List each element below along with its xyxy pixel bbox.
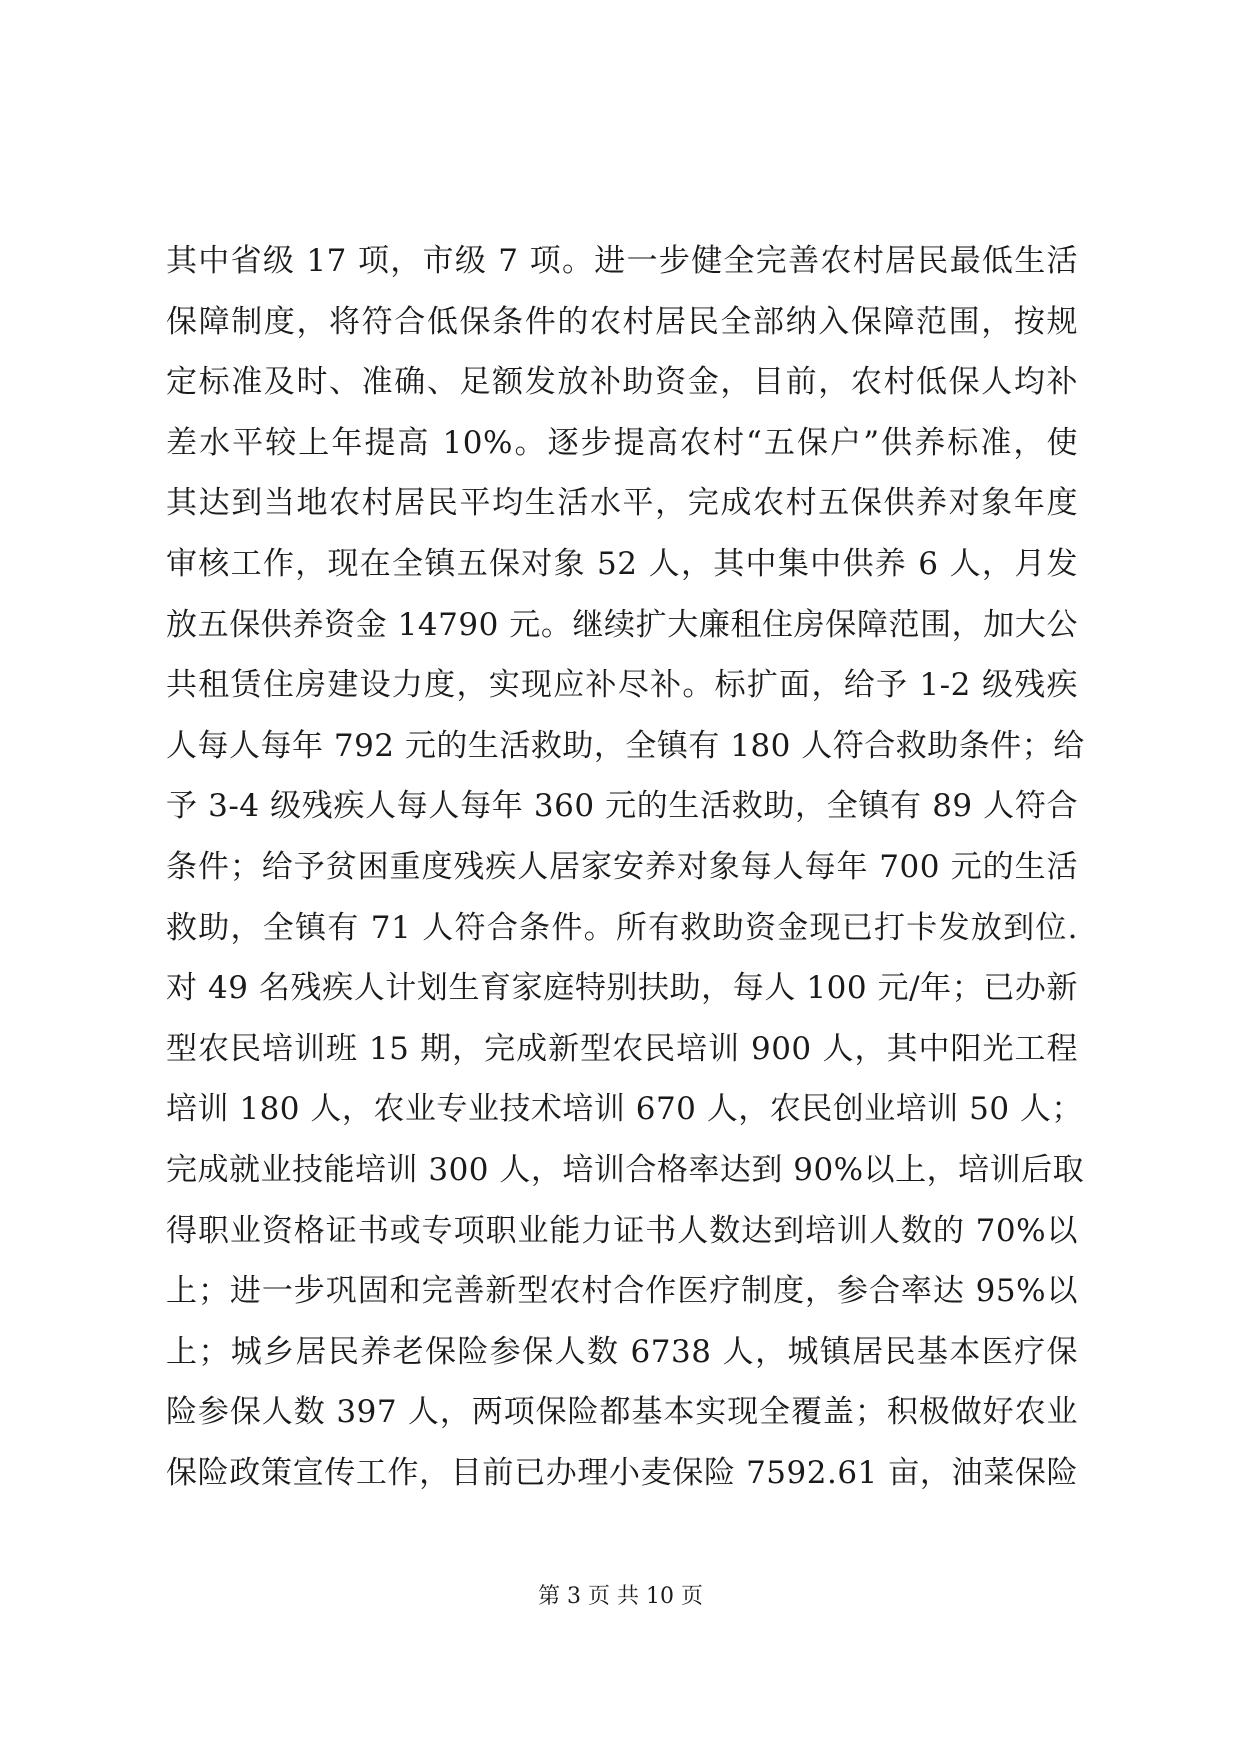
text-line: 上；城乡居民养老保险参保人数 6738 人，城镇居民基本医疗保 bbox=[166, 1333, 1078, 1370]
text-line: 放五保供养资金 14790 元。继续扩大廉租住房保障范围，加大公 bbox=[166, 606, 1078, 643]
text-line: 差水平较上年提高 10%。逐步提高农村“五保户”供养标准，使 bbox=[166, 424, 1078, 461]
text-line: 培训 180 人，农业专业技术培训 670 人，农民创业培训 50 人； bbox=[166, 1091, 1083, 1128]
text-line: 保障制度，将符合低保条件的农村居民全部纳入保障范围，按规 bbox=[166, 303, 1078, 340]
text-line: 险参保人数 397 人，两项保险都基本实现全覆盖；积极做好农业 bbox=[166, 1394, 1078, 1431]
text-line: 完成就业技能培训 300 人，培训合格率达到 90%以上，培训后取 bbox=[166, 1151, 1085, 1188]
text-line: 共租赁住房建设力度，实现应补尽补。标扩面，给予 1-2 级残疾 bbox=[166, 667, 1078, 704]
text-line: 条件；给予贫困重度残疾人居家安养对象每人每年 700 元的生活 bbox=[166, 848, 1078, 885]
text-line: 予 3-4 级残疾人每人每年 360 元的生活救助，全镇有 89 人符合 bbox=[166, 788, 1078, 825]
text-line: 审核工作，现在全镇五保对象 52 人，其中集中供养 6 人，月发 bbox=[166, 545, 1078, 582]
page-number-footer: 第 3 页 共 10 页 bbox=[538, 1584, 703, 1609]
text-line: 得职业资格证书或专项职业能力证书人数达到培训人数的 70%以 bbox=[166, 1212, 1078, 1249]
text-line: 救助，全镇有 71 人符合条件。所有救助资金现已打卡发放到位. bbox=[166, 909, 1078, 946]
text-line: 型农民培训班 15 期，完成新型农民培训 900 人，其中阳光工程 bbox=[166, 1030, 1078, 1067]
text-line: 其中省级 17 项，市级 7 项。进一步健全完善农村居民最低生活 bbox=[166, 243, 1078, 279]
text-line: 对 49 名残疾人计划生育家庭特别扶助，每人 100 元/年；已办新 bbox=[166, 970, 1078, 1007]
text-line: 其达到当地农村居民平均生活水平，完成农村五保供养对象年度 bbox=[166, 485, 1078, 522]
body-paragraph bbox=[166, 231, 1085, 1503]
text-line: 人每人每年 792 元的生活救助，全镇有 180 人符合救助条件；给 bbox=[166, 727, 1085, 764]
text-line: 保险政策宣传工作，目前已办理小麦保险 7592.61 亩，油菜保险 bbox=[166, 1454, 1078, 1491]
text-line: 上；进一步巩固和完善新型农村合作医疗制度，参合率达 95%以 bbox=[166, 1273, 1078, 1310]
text-line: 定标准及时、准确、足额发放补助资金，目前，农村低保人均补 bbox=[166, 364, 1078, 401]
